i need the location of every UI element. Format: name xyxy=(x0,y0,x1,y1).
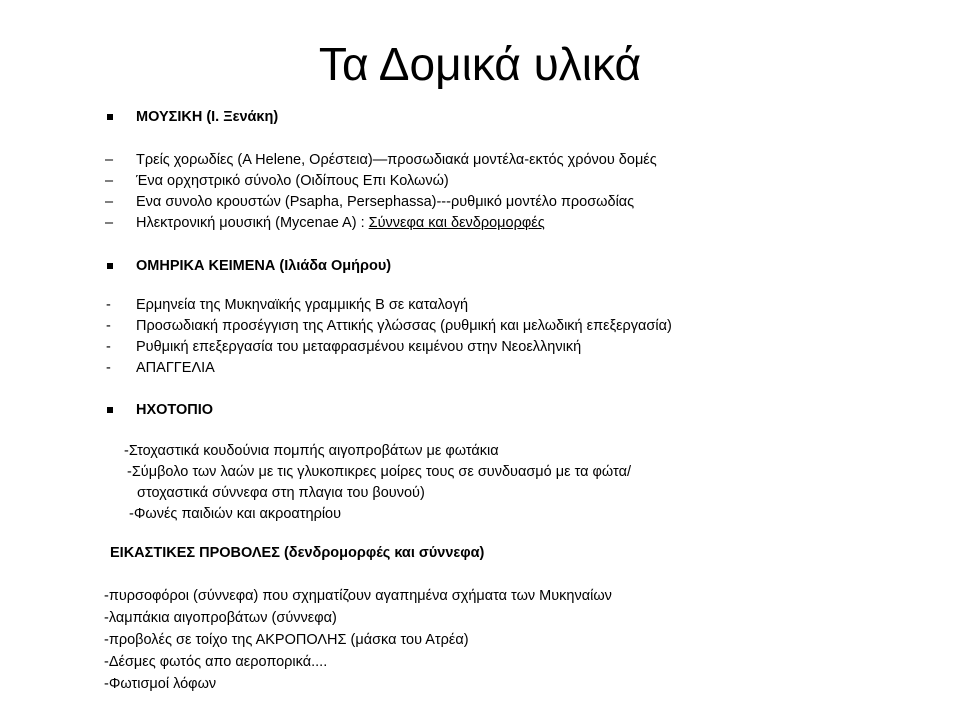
dash-marker: – xyxy=(105,194,114,210)
list-item: -προβολές σε τοίχο της ΑΚΡΟΠΟΛΗΣ (μάσκα του Ατρέα) xyxy=(104,632,469,648)
list-item: -Σύμβολο των λαών με τις γλυκοπικρες μοίρες τους σε συνδυασμό με τα φώτα/ xyxy=(127,464,631,480)
square-bullet-icon xyxy=(107,263,113,269)
section-heading-mousiki: ΜΟΥΣΙΚΗ (Ι. Ξενάκη) xyxy=(136,109,279,125)
list-item: Ενα συνολο κρουστών (Psapha, Persephassa)---ρυθμικό μοντέλο προσωδίας xyxy=(136,194,635,210)
list-item: -Φωνές παιδιών και ακροατηρίου xyxy=(129,506,342,522)
list-item: -Στοχαστικά κουδούνια πομπής αιγοπροβάτων με φωτάκια xyxy=(124,443,499,459)
list-item-continuation: στοχαστικά σύννεφα στη πλαγια του βουνού) xyxy=(137,485,425,501)
square-bullet-icon xyxy=(107,114,113,120)
list-item: -πυρσοφόροι (σύννεφα) που σχηματίζουν αγαπημένα σχήματα των Μυκηναίων xyxy=(104,588,612,604)
list-item-text: Ηλεκτρονική μουσική (Mycenae A) : xyxy=(136,215,369,231)
list-item: Ερμηνεία της Μυκηναϊκής γραμμικής Β σε καταλογή xyxy=(136,297,469,313)
list-item: -λαμπάκια αιγοπροβάτων (σύννεφα) xyxy=(104,610,337,626)
list-item: ΑΠΑΓΓΕΛΙΑ xyxy=(136,360,215,376)
dash-marker: - xyxy=(106,339,111,355)
list-item: -Φωτισμοί λόφων xyxy=(104,676,217,692)
list-item: Τρείς χορωδίες (A Helene, Ορέστεια)—προσωδιακά μοντέλα-εκτός χρόνου δομές xyxy=(136,152,657,168)
section-heading-eikastikes: ΕΙΚΑΣΤΙΚΕΣ ΠΡΟΒΟΛΕΣ (δενδρομορφές και σύννεφα) xyxy=(110,545,485,561)
list-item: Προσωδιακή προσέγγιση της Αττικής γλώσσας (ρυθμική και μελωδική επεξεργασία) xyxy=(136,318,672,334)
dash-marker: – xyxy=(105,152,114,168)
slide-title: Τα Δομικά υλικά xyxy=(318,38,642,90)
section-heading-omirika: ΟΜΗΡΙΚΑ ΚΕΙΜΕΝΑ (Ιλιάδα Ομήρου) xyxy=(136,258,392,274)
dash-marker: – xyxy=(105,215,114,231)
section-heading-ichotopio: ΗΧΟΤΟΠΙΟ xyxy=(136,402,214,418)
dash-marker: - xyxy=(106,360,111,376)
list-item: Ένα ορχηστρικό σύνολο (Οιδίπους Επι Κολωνώ) xyxy=(136,173,449,189)
dash-marker: – xyxy=(105,173,114,189)
list-item: Ρυθμική επεξεργασία του μεταφρασμένου κειμένου στην Νεοελληνική xyxy=(136,339,582,355)
underlined-phrase: Σύννεφα και δενδρομορφές xyxy=(368,215,545,231)
dash-marker: - xyxy=(106,318,111,334)
list-item xyxy=(136,213,545,233)
list-item: -Δέσμες φωτός απο αεροπορικά.... xyxy=(104,654,328,670)
square-bullet-icon xyxy=(107,407,113,413)
dash-marker: - xyxy=(106,297,111,313)
